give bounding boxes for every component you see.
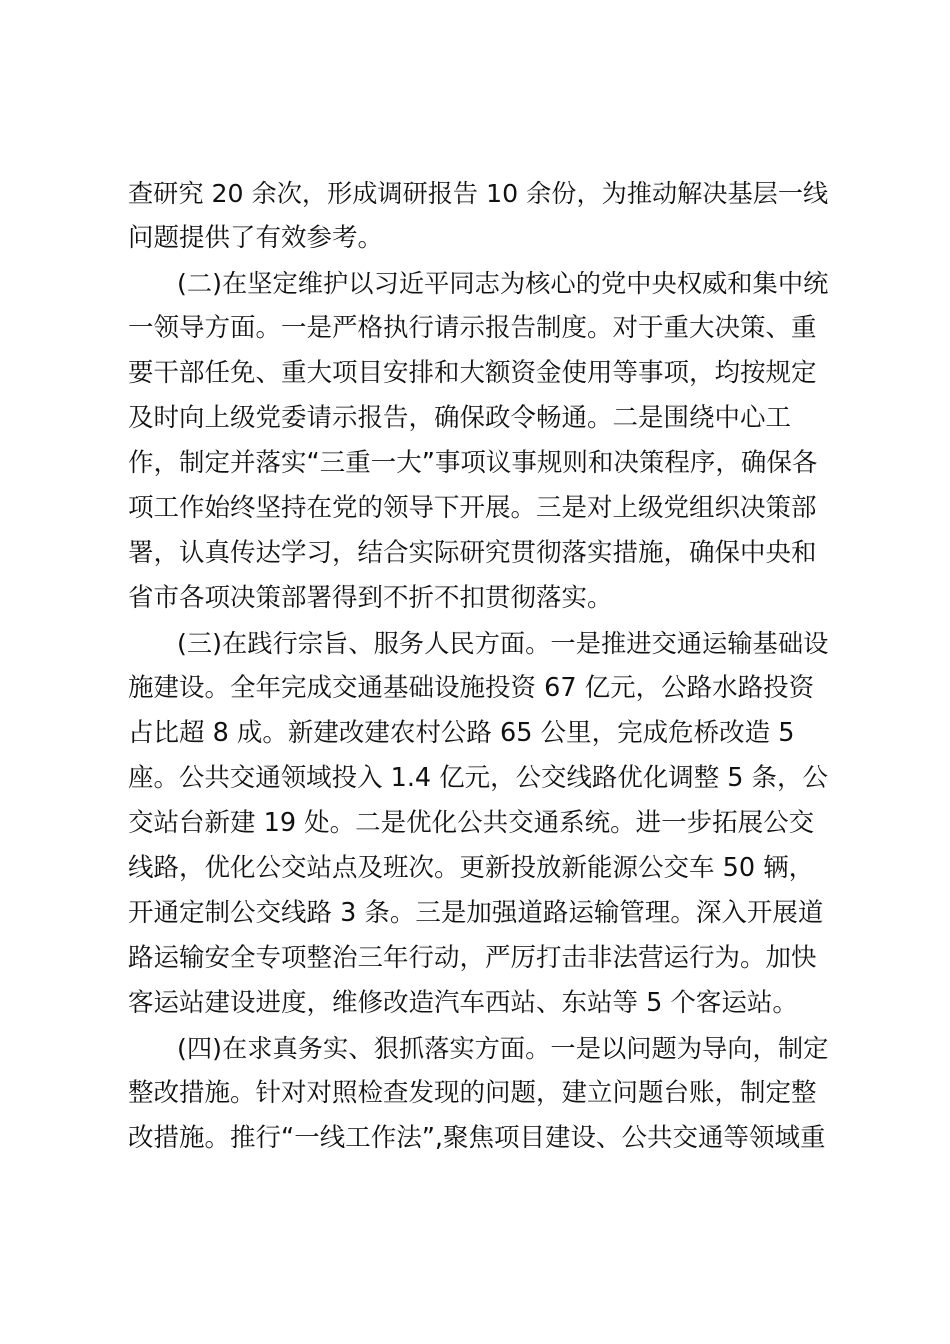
text-line: 座。公共交通领域投入 1.4 亿元，公交线路优化调整 5 条，公 (128, 763, 828, 793)
body-text (128, 171, 828, 1161)
text-line: 署，认真传达学习，结合实际研究贯彻落实措施，确保中央和 (128, 538, 817, 568)
text-line: 及时向上级党委请示报告，确保政令畅通。二是围绕中心工 (128, 403, 792, 433)
text-line: 项工作始终坚持在党的领导下开展。三是对上级党组织决策部 (128, 493, 817, 523)
section-heading-line: (二)在坚定维护以习近平同志为核心的党中央权威和集中统 (177, 269, 829, 298)
text-line: 线路，优化公交站点及班次。更新投放新能源公交车 50 辆， (128, 853, 815, 883)
text-line: 整改措施。针对对照检查发现的问题，建立问题台账，制定整 (128, 1078, 817, 1108)
section-heading-line: (四)在求真务实、狠抓落实方面。一是以问题为导向，制定 (177, 1034, 829, 1063)
text-line: 一领导方面。一是严格执行请示报告制度。对于重大决策、重 (128, 313, 817, 343)
text-line: 客运站建设进度，维修改造汽车西站、东站等 5 个客运站。 (128, 988, 798, 1018)
text-line: 开通定制公交线路 3 条。三是加强道路运输管理。深入开展道 (128, 898, 824, 928)
text-line: 路运输安全专项整治三年行动，严厉打击非法营运行为。加快 (128, 943, 817, 973)
text-line: 省市各项决策部署得到不折不扣贯彻落实。 (128, 583, 613, 613)
section-heading-line: (三)在践行宗旨、服务人民方面。一是推进交通运输基础设 (177, 629, 829, 658)
text-line: 施建设。全年完成交通基础设施投资 67 亿元，公路水路投资 (128, 673, 815, 703)
text-line: 问题提供了有效参考。 (128, 223, 384, 253)
text-line: 交站台新建 19 处。二是优化公共交通系统。进一步拓展公交 (128, 808, 815, 838)
text-line: 改措施。推行“一线工作法”,聚焦项目建设、公共交通等领域重 (128, 1123, 826, 1153)
text-line: 要干部任免、重大项目安排和大额资金使用等事项，均按规定 (128, 358, 817, 388)
text-line: 占比超 8 成。新建改建农村公路 65 公里，完成危桥改造 5 (128, 718, 795, 748)
text-line: 作，制定并落实“三重一大”事项议事规则和决策程序，确保各 (128, 448, 818, 478)
text-line: 查研究 20 余次，形成调研报告 10 余份，为推动解决基层一线 (128, 179, 829, 208)
